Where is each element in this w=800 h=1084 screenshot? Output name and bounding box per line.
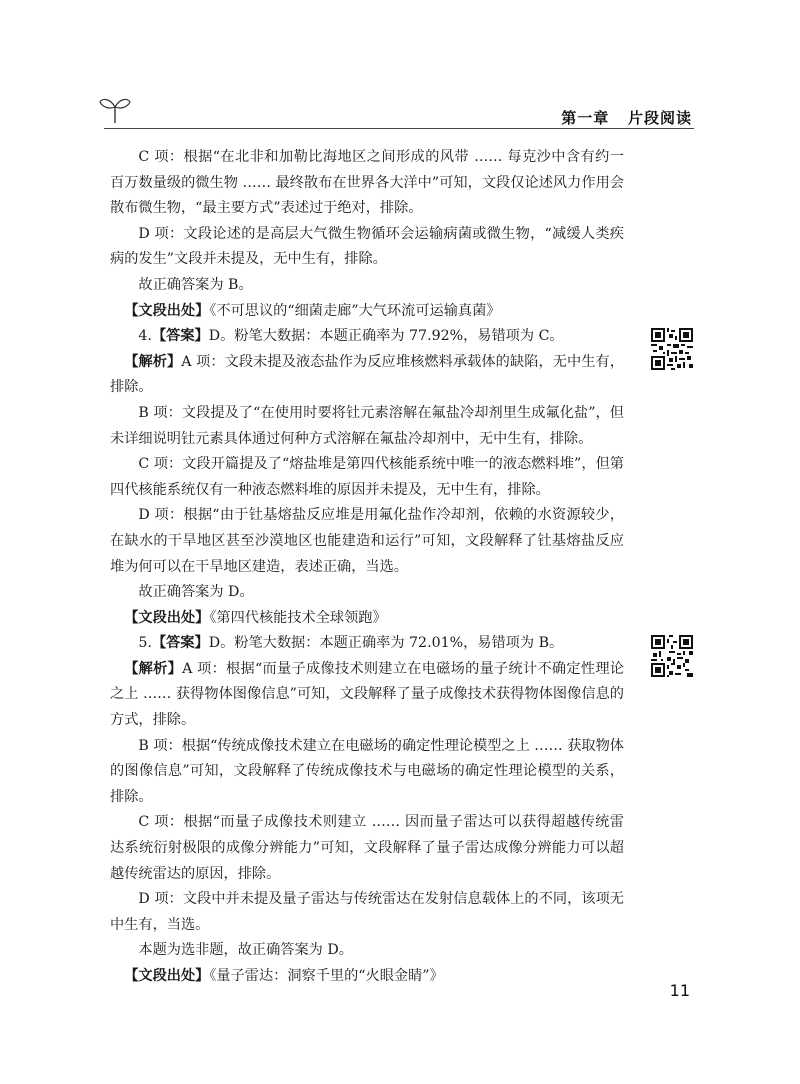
q5-option-c: C 项：根据“而量子成像技术则建立 …… 因而量子雷达可以获得超越传统雷达系统衍射极限的成像分辨能力”可知，文段解释了量子雷达成像分辨能力可以超越传统雷达的原因，排除。 bbox=[110, 814, 624, 882]
q5-conclusion: 本题为选非题，故正确答案为 D。 bbox=[138, 942, 353, 959]
q5-answer: 5.【答案】D。粉笔大数据：本题正确率为 72.01%，易错项为 B。 bbox=[138, 635, 564, 652]
main-content bbox=[110, 145, 624, 990]
q5-analysis-a: 【解析】A 项：根据“而量子成像技术则建立在电磁场的量子统计不确定性理论之上 …… 获得物体图像信息”可知，文段解释了量子成像技术获得物体图像信息的方式，排除。 bbox=[110, 660, 624, 729]
q4-option-d: D 项：根据“由于钍基熔盐反应堆是用氟化盐作冷却剂，依赖的水资源较少，在缺水的干旱地区甚至沙漠地区也能建造和运行”可知，文段解释了钍基熔盐反应堆为何可以在干旱地区建造，表述正确，当选。 bbox=[110, 507, 624, 575]
q4-analysis-a: 【解析】A 项：文段未提及液态盐作为反应堆核燃料承载体的缺陷，无中生有，排除。 bbox=[110, 353, 624, 396]
q4-answer: 4.【答案】D。粉笔大数据：本题正确率为 77.92%，易错项为 C。 bbox=[138, 328, 564, 345]
q5-source: 【文段出处】《量子雷达：洞察千里的“火眼金睛”》 bbox=[124, 968, 444, 984]
q3-source: 【文段出处】《不可思议的“细菌走廊”大气环流可运输真菌》 bbox=[124, 302, 501, 319]
chapter-number: 第一章 bbox=[561, 109, 610, 127]
q4-conclusion: 故正确答案为 D。 bbox=[138, 584, 254, 601]
section-name: 片段阅读 bbox=[627, 109, 692, 127]
q3-option-c: C 项：根据“在北非和加勒比海地区之间形成的风带 …… 每克沙中含有约一百万数量级的微生物 …… 最终散布在世界各大洋中”可知，文段仅论述风力作用会散布微生物，“最主要方式”表述过于绝对，排除。 bbox=[110, 149, 624, 217]
q4-source: 【文段出处】《第四代核能技术全球领跑》 bbox=[124, 609, 387, 626]
q3-conclusion: 故正确答案为 B。 bbox=[138, 276, 253, 293]
sprout-icon bbox=[98, 94, 132, 124]
page-number: 11 bbox=[669, 981, 690, 1000]
q5-option-b: B 项：根据“传统成像技术建立在电磁场的确定性理论模型之上 …… 获取物体的图像信息”可知，文段解释了传统成像技术与电磁场的确定性理论模型的关系，排除。 bbox=[110, 737, 624, 805]
chapter-title bbox=[561, 107, 692, 128]
q5-option-d: D 项：文段中并未提及量子雷达与传统雷达在发射信息载体上的不同，该项无中生有，当选。 bbox=[110, 891, 624, 933]
q4-option-c: C 项：文段开篇提及了“熔盐堆是第四代核能系统中唯一的液态燃料堆”，但第四代核能系统仅有一种液态燃料堆的原因并未提及，无中生有，排除。 bbox=[110, 456, 624, 498]
header-rule bbox=[104, 128, 694, 129]
q3-option-d: D 项：文段论述的是高层大气微生物循环会运输病菌或微生物，“减缓人类疾病的发生”文段并未提及，无中生有，排除。 bbox=[110, 225, 624, 268]
qr-code-icon[interactable] bbox=[651, 635, 693, 677]
qr-code-icon[interactable] bbox=[651, 328, 693, 370]
q4-option-b: B 项：文段提及了“在使用时要将钍元素溶解在氟盐冷却剂里生成氟化盐”，但未详细说明钍元素具体通过何种方式溶解在氟盐冷却剂中，无中生有，排除。 bbox=[110, 404, 624, 447]
page-header bbox=[0, 0, 800, 130]
